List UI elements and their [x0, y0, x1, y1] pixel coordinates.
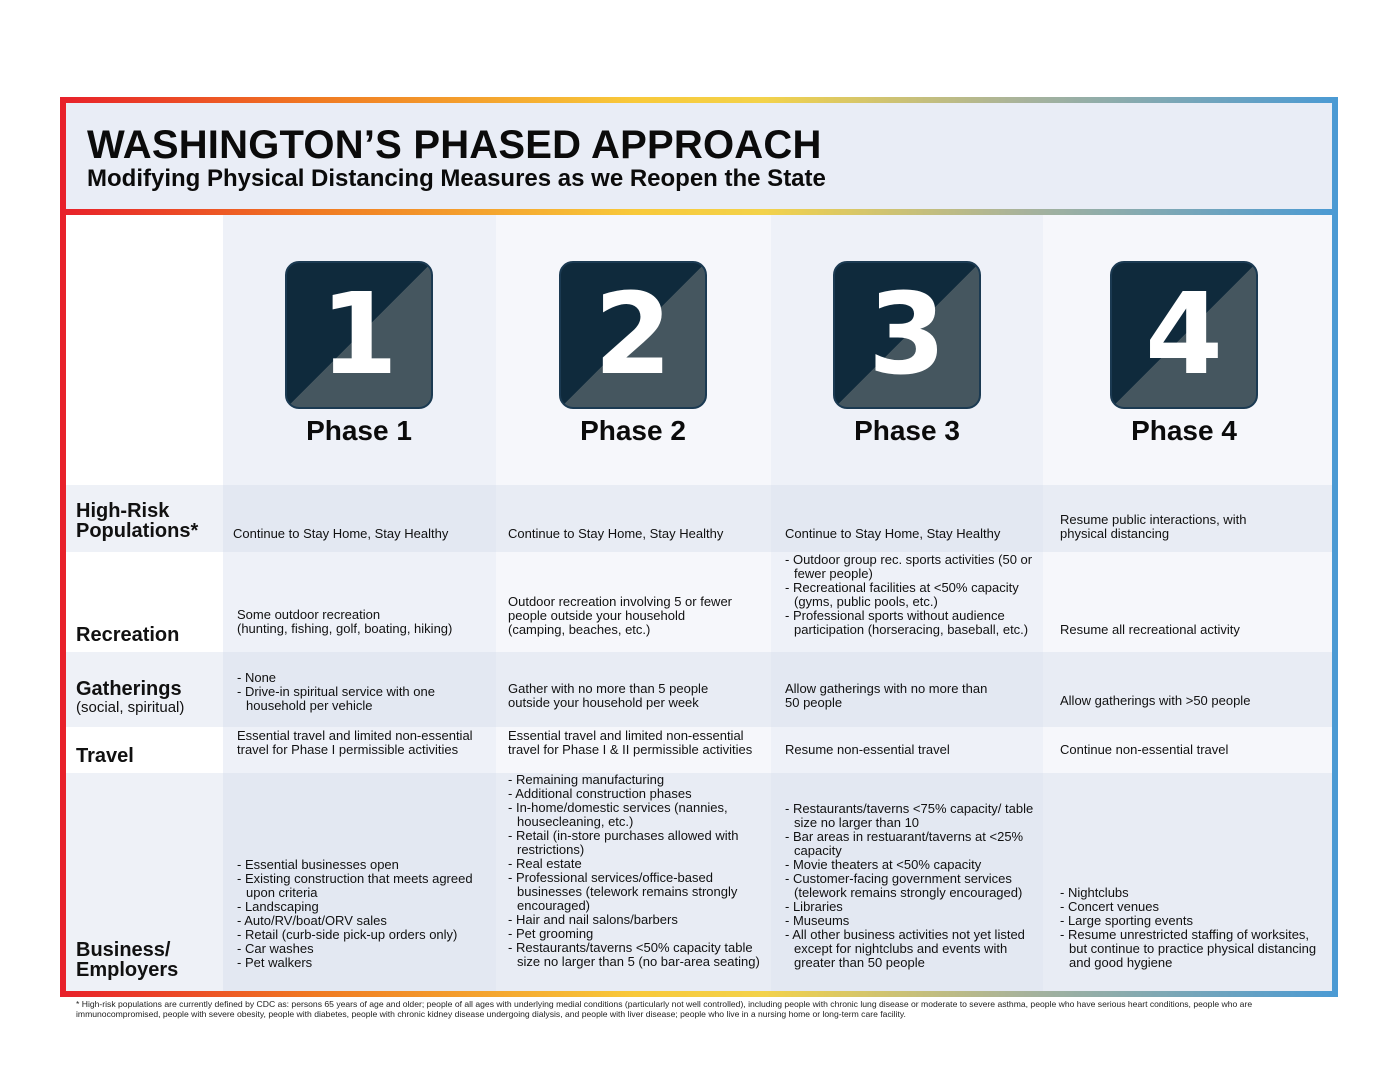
- recreation-p2-line: people outside your household: [508, 608, 686, 623]
- gatherings-cell-phase-2: [508, 682, 768, 710]
- high-risk-cell-phase-3: Continue to Stay Home, Stay Healthy: [785, 526, 1001, 541]
- list-item: - All other business activities not yet listed except for nightclubs and events with greater than 50 people: [785, 928, 1040, 970]
- row-header-gatherings-label: Gatherings: [76, 678, 182, 700]
- list-item: - Recreational facilities at <50% capacity (gyms, public pools, etc.): [785, 581, 1040, 609]
- recreation-p1-line: Some outdoor recreation: [237, 607, 381, 622]
- travel-cell-phase-3: Resume non-essential travel: [785, 742, 950, 757]
- business-cell-phase-2: [508, 773, 770, 969]
- gatherings-p3-line: Allow gatherings with no more than: [785, 681, 988, 696]
- phase-table: [66, 215, 1332, 991]
- high-risk-cell-phase-2: Continue to Stay Home, Stay Healthy: [508, 526, 724, 541]
- list-item: - Libraries: [785, 900, 1040, 914]
- list-item: - Auto/RV/boat/ORV sales: [237, 914, 492, 928]
- list-item: - Pet walkers: [237, 956, 492, 970]
- gatherings-p2-line: Gather with no more than 5 people: [508, 681, 709, 696]
- list-item: - Restaurants/taverns <75% capacity/ table size no larger than 10: [785, 802, 1040, 830]
- recreation-cell-phase-3: [785, 553, 1040, 637]
- travel-p2-line: travel for Phase I & II permissible activities: [508, 742, 753, 757]
- travel-p1-line: travel for Phase I permissible activities: [237, 742, 459, 757]
- travel-p2-line: Essential travel and limited non-essential: [508, 728, 744, 743]
- gatherings-cell-phase-3: [785, 682, 1040, 710]
- high-risk-cell-phase-1: Continue to Stay Home, Stay Healthy: [233, 526, 449, 541]
- footnote: * High-risk populations are currently defined by CDC as: persons 65 years of age and older; people of all ages with underlying medial conditions (particularly not well controlled), including people with chronic lung disease or moderate to severe asthma, people who have serious heart conditions, people who are immunocompromised, people with severe obesity, people with diabetes, people with chronic kidney disease undergoing dialysis, and people with liver disease; people who live in a nursing home or long-term care facility.: [76, 999, 1253, 1019]
- list-item: - Nightclubs: [1060, 886, 1325, 900]
- page-subtitle: Modifying Physical Distancing Measures as we Reopen the State: [87, 165, 826, 192]
- travel-cell-phase-2: [508, 729, 770, 757]
- recreation-p2-line: (camping, beaches, etc.): [508, 622, 651, 637]
- list-item: - Movie theaters at <50% capacity: [785, 858, 1040, 872]
- list-item: - In-home/domestic services (nannies, housecleaning, etc.): [508, 801, 770, 829]
- list-item: - Hair and nail salons/barbers: [508, 913, 770, 927]
- list-item: - Essential businesses open: [237, 858, 492, 872]
- recreation-p1-line: (hunting, fishing, golf, boating, hiking): [237, 621, 453, 636]
- list-item: - Museums: [785, 914, 1040, 928]
- phase-2-label: Phase 2: [580, 415, 686, 446]
- row-header-gatherings: [76, 679, 184, 717]
- list-item: - Drive-in spiritual service with one household per vehicle: [237, 685, 492, 713]
- list-item: - Retail (curb-side pick-up orders only): [237, 928, 492, 942]
- list-item: - Resume unrestricted staffing of worksites, but continue to practice physical distancing and good hygiene: [1060, 928, 1325, 970]
- list-item: - Professional services/office-based businesses (telework remains strongly encouraged): [508, 871, 770, 913]
- phase-4-label: Phase 4: [1131, 415, 1237, 446]
- phase-1-label: Phase 1: [306, 415, 412, 446]
- phase-2-number-icon: 2: [559, 261, 707, 409]
- list-item: - Car washes: [237, 942, 492, 956]
- header: [66, 103, 1332, 209]
- list-item: - Restaurants/taverns <50% capacity table size no larger than 5 (no bar-area seating): [508, 941, 770, 969]
- travel-p1-line: Essential travel and limited non-essential: [237, 728, 473, 743]
- list-item: - Outdoor group rec. sports activities (50 or fewer people): [785, 553, 1040, 581]
- phase-3-label: Phase 3: [854, 415, 960, 446]
- row-header-business: Business/ Employers: [76, 939, 179, 981]
- high-risk-cell-phase-4: Resume public interactions, with physical distancing: [1060, 512, 1247, 541]
- list-item: - Pet grooming: [508, 927, 770, 941]
- list-item: - Remaining manufacturing: [508, 773, 770, 787]
- list-item: - Landscaping: [237, 900, 492, 914]
- list-item: - Real estate: [508, 857, 770, 871]
- poster-body: [66, 103, 1332, 991]
- business-cell-phase-4: [1060, 886, 1325, 970]
- gatherings-p2-line: outside your household per week: [508, 695, 699, 710]
- business-cell-phase-1: [237, 858, 492, 970]
- page-title: WASHINGTON’S PHASED APPROACH: [87, 123, 822, 167]
- poster-frame: [60, 97, 1338, 997]
- gatherings-cell-phase-4: Allow gatherings with >50 people: [1060, 693, 1251, 708]
- row-header-travel: Travel: [76, 745, 134, 767]
- list-item: - Professional sports without audience participation (horseracing, baseball, etc.): [785, 609, 1040, 637]
- gatherings-cell-phase-1: [237, 671, 492, 713]
- list-item: - Concert venues: [1060, 900, 1325, 914]
- row-header-high-risk: High-Risk Populations*: [76, 500, 199, 542]
- recreation-cell-phase-1: [237, 608, 492, 636]
- travel-cell-phase-1: [237, 729, 492, 757]
- business-cell-phase-3: [785, 802, 1040, 970]
- phase-3-number-icon: 3: [833, 261, 981, 409]
- recreation-cell-phase-2: [508, 595, 768, 637]
- list-item: - Additional construction phases: [508, 787, 770, 801]
- list-item: - None: [237, 671, 492, 685]
- recreation-p2-line: Outdoor recreation involving 5 or fewer: [508, 594, 733, 609]
- recreation-cell-phase-4: Resume all recreational activity: [1060, 622, 1240, 637]
- list-item: - Customer-facing government services (telework remains strongly encouraged): [785, 872, 1040, 900]
- gatherings-p3-line: 50 people: [785, 695, 843, 710]
- travel-cell-phase-4: Continue non-essential travel: [1060, 742, 1229, 757]
- row-header-gatherings-sublabel: (social, spiritual): [76, 699, 185, 716]
- list-item: - Retail (in-store purchases allowed with restrictions): [508, 829, 770, 857]
- phase-1-number-icon: 1: [285, 261, 433, 409]
- list-item: - Large sporting events: [1060, 914, 1325, 928]
- row-header-recreation: Recreation: [76, 624, 180, 646]
- phase-4-number-icon: 4: [1110, 261, 1258, 409]
- list-item: - Bar areas in restuarant/taverns at <25% capacity: [785, 830, 1040, 858]
- list-item: - Existing construction that meets agreed upon criteria: [237, 872, 492, 900]
